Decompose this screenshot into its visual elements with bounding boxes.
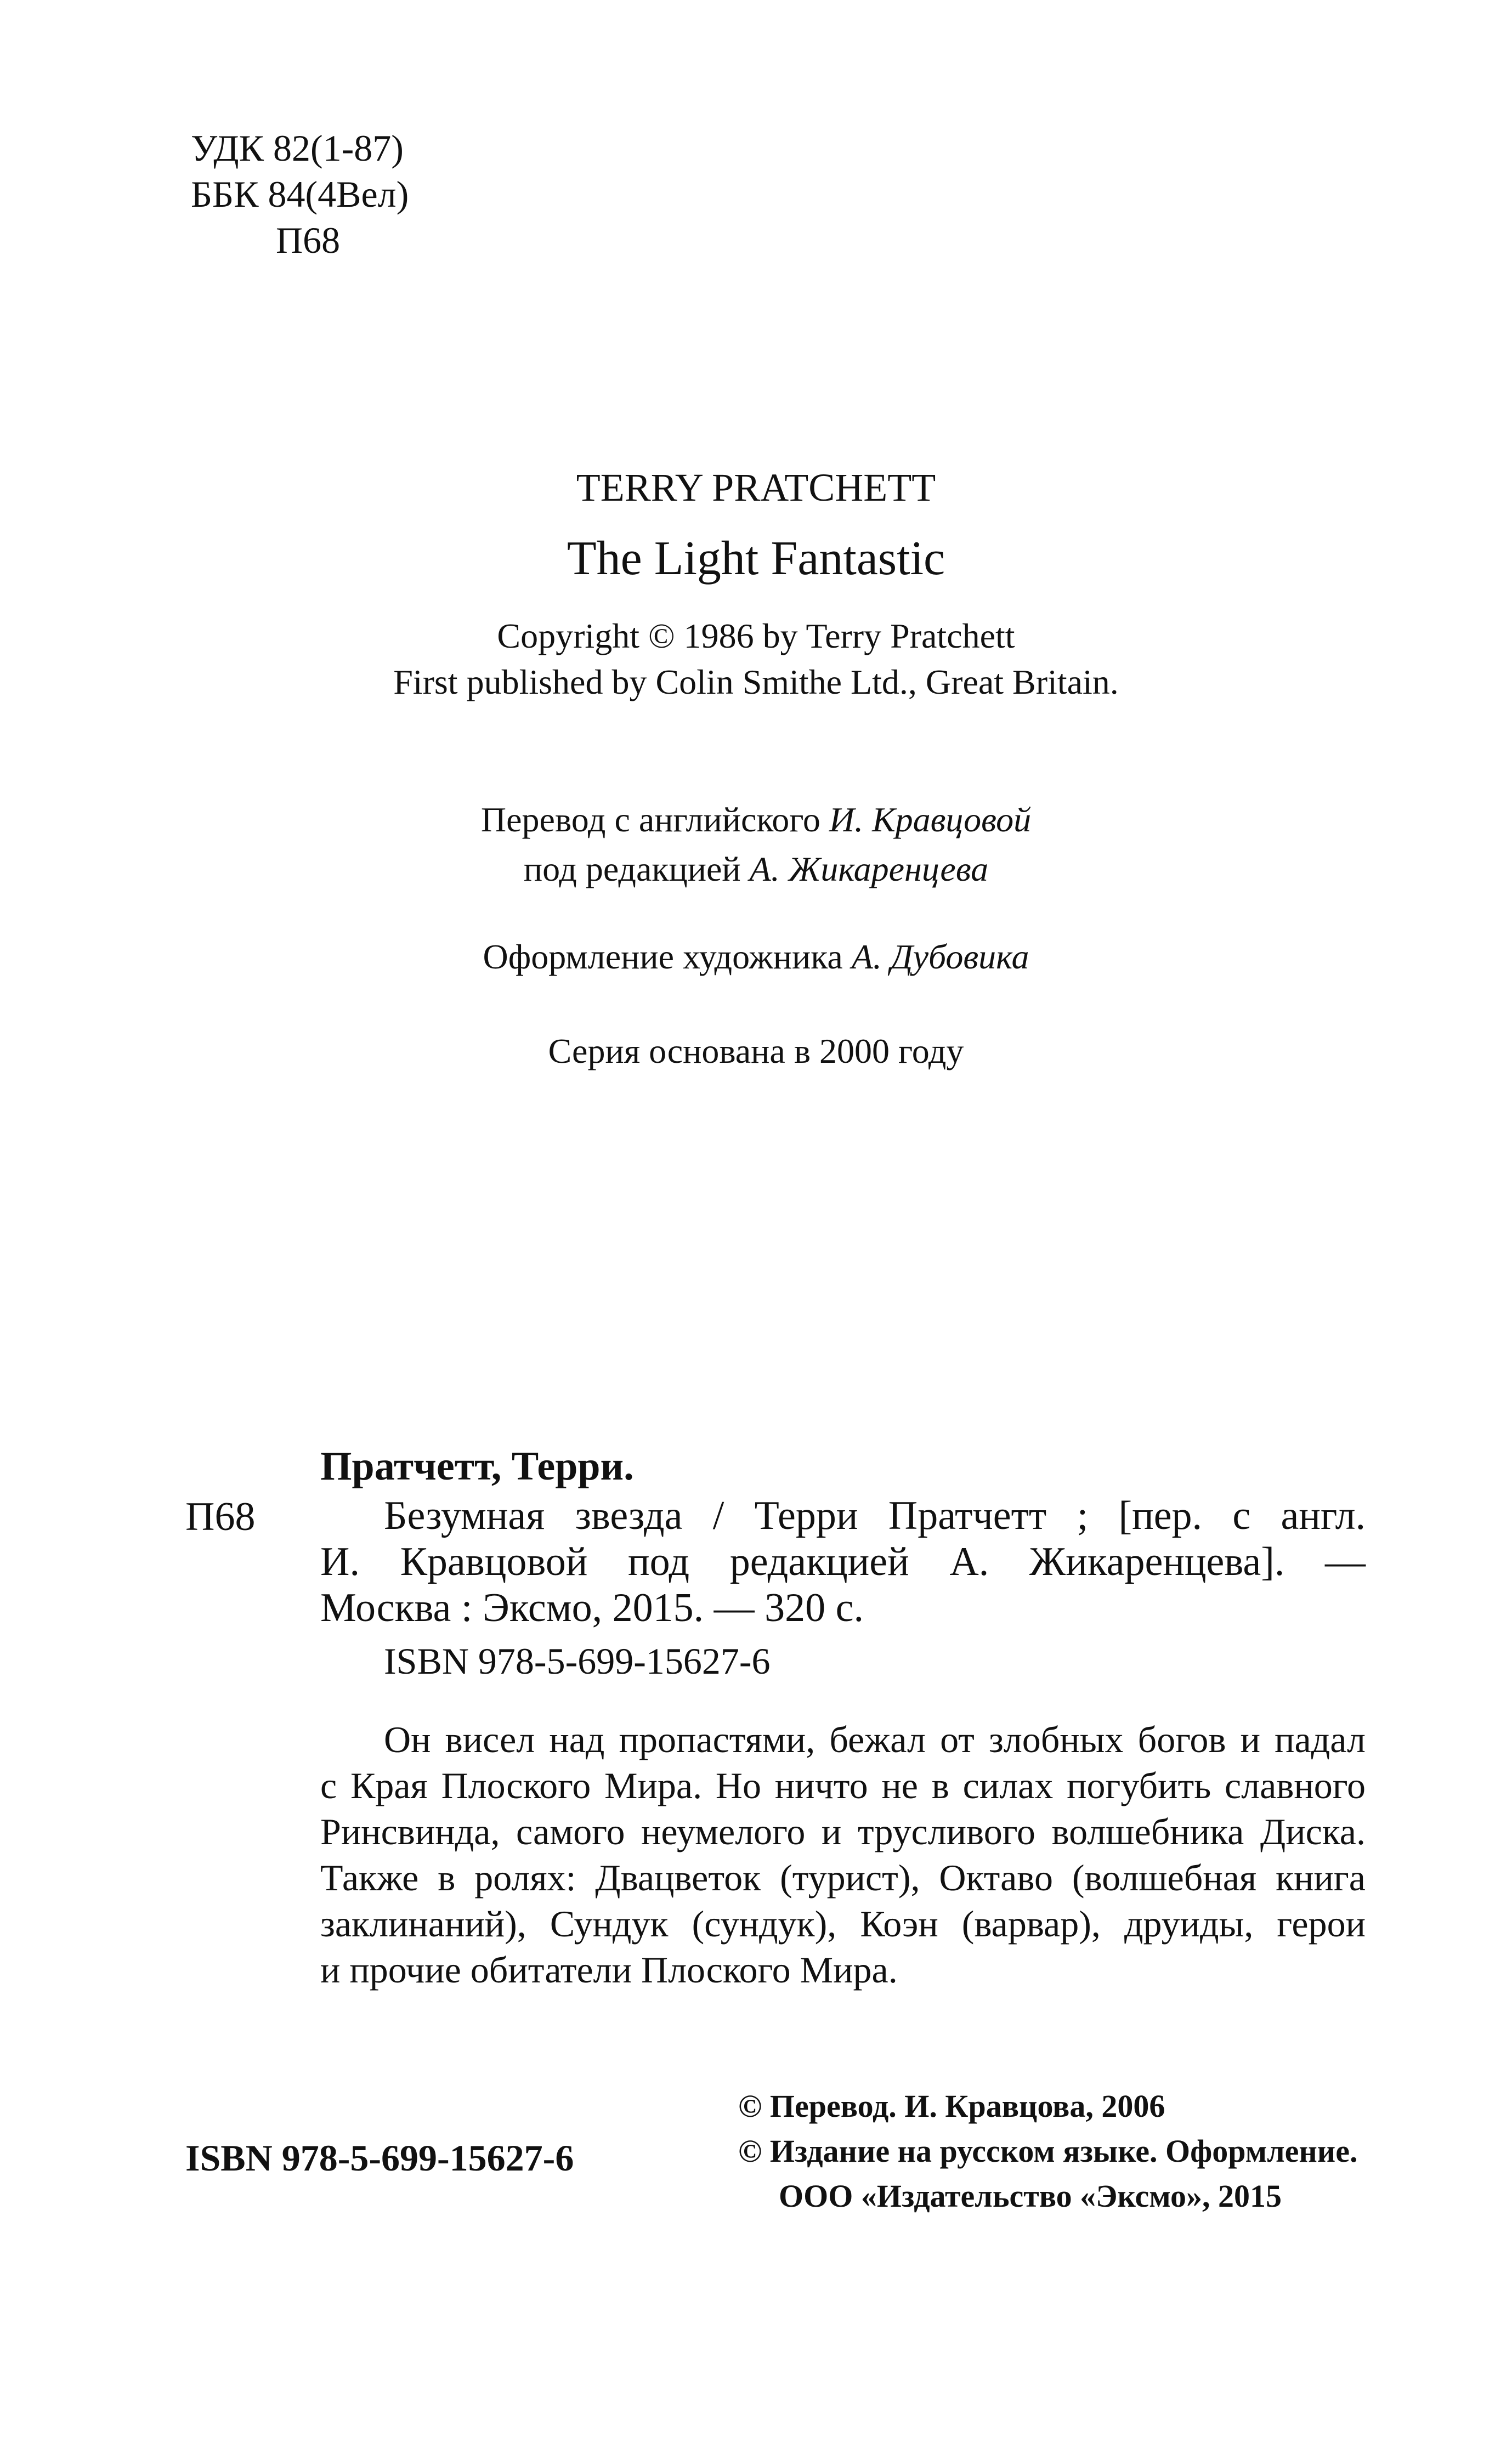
catalog-line-3: Москва : Эксмо, 2015. — 320 с. xyxy=(320,1585,864,1630)
original-title: The Light Fantastic xyxy=(567,532,945,585)
annotation-line-2: с Края Плоского Мира. Но ничто не в силах погубить славного xyxy=(320,1765,1366,1806)
catalog-isbn: ISBN 978-5-699-15627-6 xyxy=(384,1640,771,1682)
translation-credits xyxy=(0,795,1512,894)
copyright-edition: © Издание на русском языке. Оформление. xyxy=(738,2133,1358,2169)
translator-line xyxy=(0,795,1512,845)
translator-name: И. Кравцовой xyxy=(829,800,1032,839)
catalog-author: Пратчетт, Терри. xyxy=(320,1444,634,1489)
annotation-line-6: и прочие обитатели Плоского Мира. xyxy=(320,1949,898,1991)
design-prefix: Оформление художника xyxy=(483,937,843,976)
translation-prefix: Перевод с английского xyxy=(480,800,820,839)
editor-line xyxy=(0,845,1512,894)
footer-isbn: ISBN 978-5-699-15627-6 xyxy=(185,2137,574,2179)
original-author: TERRY PRATCHETT xyxy=(576,466,936,509)
udk-code: УДК 82(1-87) xyxy=(191,127,404,169)
copyright-block xyxy=(738,2084,1357,2219)
copyright-line-1: Copyright © 1986 by Terry Pratchett xyxy=(497,616,1015,655)
annotation xyxy=(320,1716,1366,1993)
copyright-publisher: ООО «Издательство «Эксмо», 2015 xyxy=(779,2178,1282,2214)
design-credit xyxy=(0,937,1512,977)
editor-name: А. Жикаренцева xyxy=(749,849,989,888)
copyright-line-2: First published by Colin Smithe Ltd., Great Britain. xyxy=(393,662,1119,701)
annotation-line-3: Ринсвинда, самого неумелого и трусливого волшебника Диска. xyxy=(320,1811,1366,1852)
copyright-translation: © Перевод. И. Кравцова, 2006 xyxy=(738,2088,1165,2124)
catalog-description xyxy=(320,1493,1366,1631)
annotation-line-1: Он висел над пропастями, бежал от злобных богов и падал xyxy=(384,1719,1366,1760)
classification-codes xyxy=(191,125,409,263)
catalog-line-1: Безумная звезда / Терри Пратчетт ; [пер. с англ. xyxy=(384,1493,1366,1538)
bbk-code: ББК 84(4Вел) xyxy=(191,173,409,215)
author-mark: П68 xyxy=(276,219,341,261)
designer-name: А. Дубовика xyxy=(851,937,1029,976)
original-copyright xyxy=(0,613,1512,705)
series-note: Серия основана в 2000 году xyxy=(548,1032,964,1070)
annotation-line-5: заклинаний), Сундук (сундук), Коэн (варвар), друиды, герои xyxy=(320,1903,1366,1945)
annotation-line-4: Также в ролях: Двацветок (турист), Октаво (волшебная книга xyxy=(320,1857,1366,1899)
editor-prefix: под редакцией xyxy=(523,849,741,888)
catalog-code: П68 xyxy=(185,1494,256,1539)
catalog-line-2: И. Кравцовой под редакцией А. Жикаренцева]. — xyxy=(320,1539,1366,1584)
